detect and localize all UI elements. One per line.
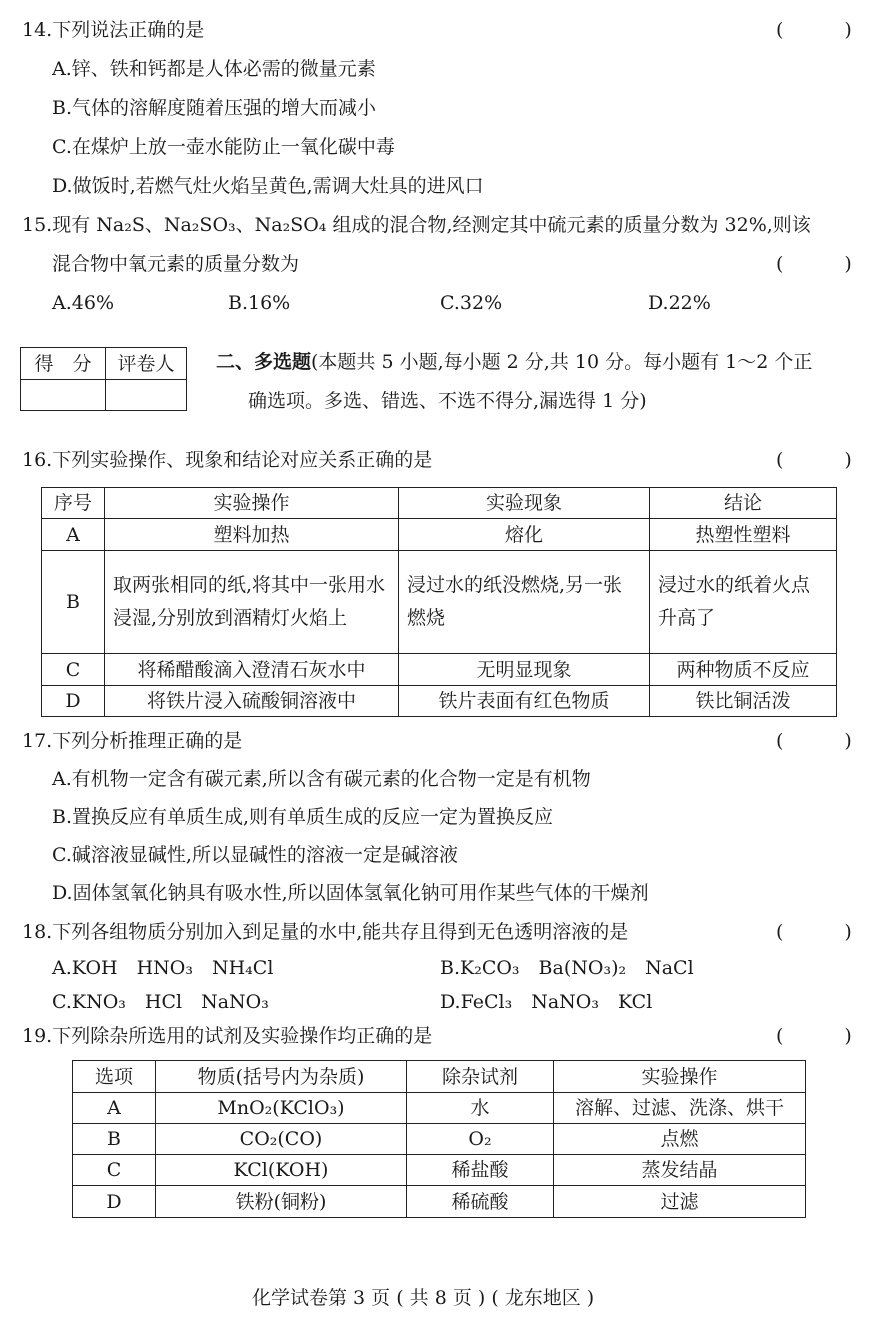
q19-table-row [73,1155,806,1186]
q16-cell: 无明显现象 [399,654,650,686]
q19-cell: 过滤 [554,1186,806,1218]
q15-option-d: D.22% [648,292,711,314]
q19-cell: KCl(KOH) [156,1155,407,1186]
q16-table [41,487,837,717]
q17-option-a: A.有机物一定含有碳元素,所以含有碳元素的化合物一定是有机物 [52,768,591,790]
q19-stem: 19.下列除杂所选用的试剂及实验操作均正确的是 [22,1025,433,1047]
q16-cell: 塑料加热 [105,519,399,551]
q16-header-cell: 实验操作 [105,488,399,519]
q16-cell: D [42,686,105,717]
q19-cell: A [73,1093,156,1124]
q15-answer-bracket: ( ) [776,253,853,275]
q16-table-row [42,519,837,551]
q19-table-header [73,1061,806,1093]
q19-table-row [73,1186,806,1218]
q19-table-row [73,1124,806,1155]
q18-option-a: A.KOH HNO₃ NH₄Cl [52,957,274,979]
grader-label: 评卷人 [106,348,187,380]
q16-stem: 16.下列实验操作、现象和结论对应关系正确的是 [22,449,433,471]
q18-answer-bracket: ( ) [776,921,853,943]
q15-option-b: B.16% [228,292,291,314]
score-cell [21,380,106,411]
q15-na2so3: Na₂SO₃、 [163,214,255,236]
q17-answer-bracket: ( ) [776,730,853,752]
q17-option-c: C.碱溶液显碱性,所以显碱性的溶液一定是碱溶液 [52,844,458,866]
q16-cell: 熔化 [399,519,650,551]
q15-stem-line2: 混合物中氧元素的质量分数为 [52,253,300,275]
q19-cell: B [73,1124,156,1155]
q15-na2s: Na₂S、 [96,214,164,236]
q18-stem: 18.下列各组物质分别加入到足量的水中,能共存且得到无色透明溶液的是 [22,921,629,943]
q19-cell: CO₂(CO) [156,1124,407,1155]
section2-desc-1: (本题共 5 小题,每小题 2 分,共 10 分。每小题有 1～2 个正 [311,351,813,373]
q16-cell: 浸过水的纸没燃烧,另一张燃烧 [399,551,650,654]
q19-cell: 蒸发结晶 [554,1155,806,1186]
q18-option-c: C.KNO₃ HCl NaNO₃ [52,991,269,1013]
q19-cell: 铁粉(铜粉) [156,1186,407,1218]
q14-stem: 14.下列说法正确的是 [22,19,205,41]
page-footer: 化学试卷第 3 页 ( 共 8 页 ) ( 龙东地区 ) [252,1287,595,1309]
q14-answer-bracket: ( ) [776,19,853,41]
q16-cell: C [42,654,105,686]
q19-cell: D [73,1186,156,1218]
q15-stem-line1 [22,213,811,237]
q17-option-d: D.固体氢氧化钠具有吸水性,所以固体氢氧化钠可用作某些气体的干燥剂 [52,882,649,904]
q16-cell: 铁比铜活泼 [650,686,837,717]
q19-cell: 溶解、过滤、洗涤、烘干 [554,1093,806,1124]
q16-cell: A [42,519,105,551]
q18-option-b: B.K₂CO₃ Ba(NO₃)₂ NaCl [440,957,694,979]
q15-option-a: A.46% [52,292,114,314]
q16-cell: 铁片表面有红色物质 [399,686,650,717]
q17-option-b: B.置换反应有单质生成,则有单质生成的反应一定为置换反应 [52,806,554,828]
q19-header-cell: 选项 [73,1061,156,1093]
q16-cell: 将稀醋酸滴入澄清石灰水中 [105,654,399,686]
q14-option-c: C.在煤炉上放一壶水能防止一氧化碳中毒 [52,136,395,158]
q16-cell: 浸过水的纸着火点升高了 [650,551,837,654]
grader-cell [106,380,187,411]
q16-cell: 取两张相同的纸,将其中一张用水浸湿,分别放到酒精灯火焰上 [105,551,399,654]
q16-table-row [42,686,837,717]
q16-header-cell: 实验现象 [399,488,650,519]
q19-cell: O₂ [407,1124,554,1155]
q14-option-d: D.做饭时,若燃气灶火焰呈黄色,需调大灶具的进风口 [52,175,484,197]
q19-header-cell: 除杂试剂 [407,1061,554,1093]
q14-option-a: A.锌、铁和钙都是人体必需的微量元素 [52,58,376,80]
q15-option-c: C.32% [440,292,503,314]
q19-answer-bracket: ( ) [776,1025,853,1047]
q16-cell: 将铁片浸入硫酸铜溶液中 [105,686,399,717]
q16-table-row [42,551,837,654]
q15-na2so4: Na₂SO₄ [254,214,327,236]
section2-header-line1 [216,350,812,374]
q19-cell: 稀硫酸 [407,1186,554,1218]
section2-desc-2: 确选项。多选、错选、不选不得分,漏选得 1 分) [248,390,647,412]
q19-cell: 点燃 [554,1124,806,1155]
q19-header-cell: 实验操作 [554,1061,806,1093]
q15-stem-prefix: 15.现有 [22,214,97,236]
q16-answer-bracket: ( ) [776,449,853,471]
q19-cell: C [73,1155,156,1186]
q16-table-header [42,488,837,519]
q17-stem: 17.下列分析推理正确的是 [22,730,243,752]
q19-cell: MnO₂(KClO₃) [156,1093,407,1124]
q16-cell: B [42,551,105,654]
q19-table [72,1060,806,1218]
q16-header-cell: 序号 [42,488,105,519]
q16-cell: 热塑性塑料 [650,519,837,551]
q16-header-cell: 结论 [650,488,837,519]
q19-header-cell: 物质(括号内为杂质) [156,1061,407,1093]
q16-table-row [42,654,837,686]
q19-cell: 稀盐酸 [407,1155,554,1186]
q15-stem-suffix: 组成的混合物,经测定其中硫元素的质量分数为 32%,则该 [326,214,811,236]
section2-title: 二、多选题 [216,351,312,373]
q14-option-b: B.气体的溶解度随着压强的增大而减小 [52,97,377,119]
score-label: 得 分 [21,348,106,380]
score-box [20,347,187,411]
q19-table-row [73,1093,806,1124]
q19-cell: 水 [407,1093,554,1124]
q18-option-d: D.FeCl₃ NaNO₃ KCl [440,991,653,1013]
q16-cell: 两种物质不反应 [650,654,837,686]
